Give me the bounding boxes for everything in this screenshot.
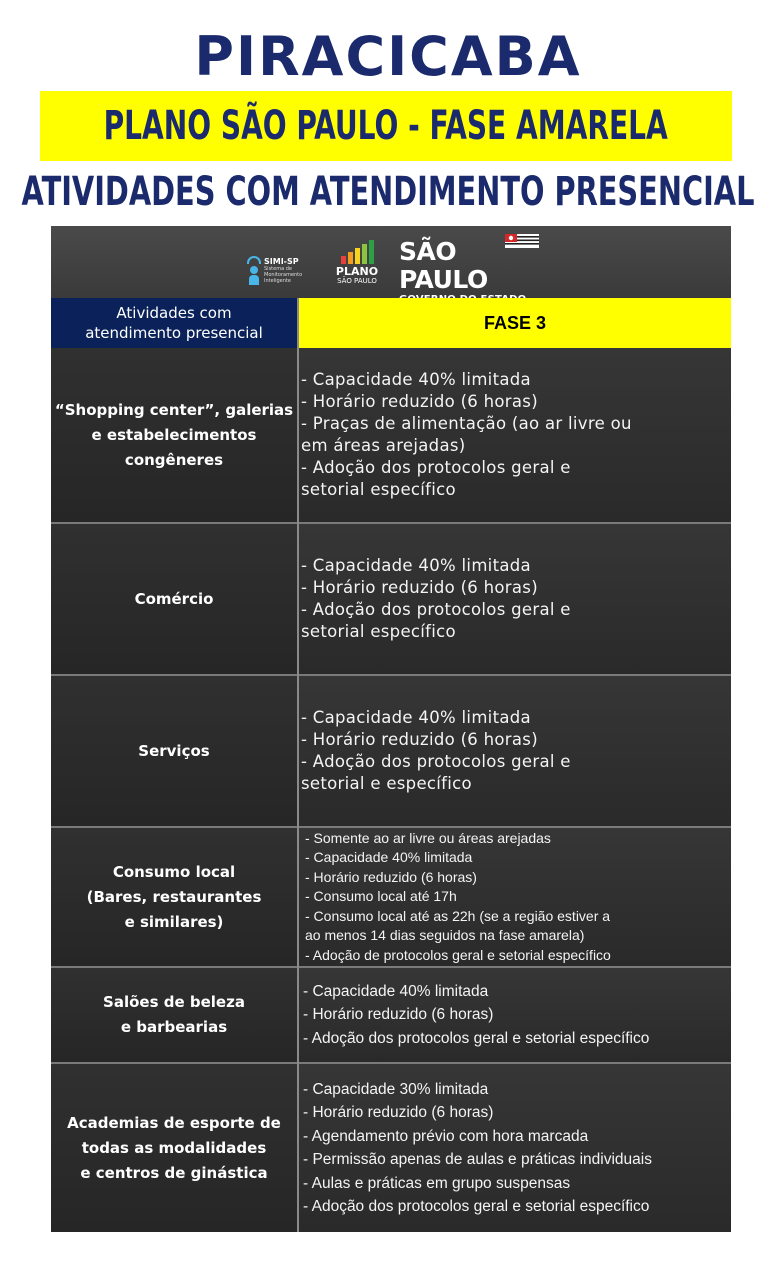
column-header-activities (51, 298, 297, 348)
rule-line: - Consumo local até 17h (305, 888, 457, 905)
plano-text: PLANO (335, 265, 379, 278)
logo-bar (51, 226, 731, 298)
table-row (51, 348, 731, 522)
column-header-activities-line1: Atividades com (116, 304, 232, 322)
rule-line: - Capacidade 40% limitada (301, 370, 531, 389)
activity-line: Consumo local (112, 862, 236, 881)
sp-logo-title: SÃO PAULO (399, 237, 488, 294)
rule-line: - Adoção dos protocolos geral e setorial específico (303, 1029, 650, 1047)
monitoring-person-icon (247, 256, 261, 286)
table-row (51, 1064, 731, 1232)
rule-line: - Horário reduzido (6 horas) (303, 1104, 494, 1121)
rule-line: setorial específico (301, 480, 456, 499)
rule-line: - Capacidade 40% limitada (301, 708, 531, 727)
activity-cell (51, 524, 297, 674)
activity-line: “Shopping center”, galerias (54, 400, 294, 419)
rule-line: - Permissão apenas de aulas e práticas individuais (303, 1151, 652, 1168)
activity-cell (51, 968, 297, 1062)
activity-cell (51, 1064, 297, 1232)
rule-line: - Capacidade 40% limitada (303, 982, 489, 1000)
simi-name: SIMI-SP (264, 257, 299, 266)
rule-line: setorial específico (301, 622, 456, 641)
activity-line: e barbearias (120, 1018, 228, 1036)
column-divider (297, 298, 299, 1232)
table-row (51, 828, 731, 966)
rule-line: - Adoção dos protocolos geral e setorial específico (303, 1198, 650, 1215)
activity-line: congêneres (124, 450, 224, 469)
sp-flag-icon (505, 234, 539, 248)
rule-line: - Somente ao ar livre ou áreas arejadas (305, 829, 551, 846)
rule-line: - Adoção dos protocolos geral e (301, 752, 571, 771)
subtitle-banner (0, 166, 776, 218)
rule-line: - Horário reduzido (6 horas) (301, 392, 538, 411)
rules-cell (299, 676, 731, 826)
activity-cell (51, 348, 297, 522)
rules-cell (299, 968, 731, 1062)
plan-title: PLANO SÃO PAULO - FASE AMARELA (103, 103, 669, 149)
activity-line: Comércio (134, 589, 214, 608)
rules-cell (299, 524, 731, 674)
rule-line: - Adoção dos protocolos geral e (301, 458, 571, 477)
rule-line: - Horário reduzido (6 horas) (301, 730, 538, 749)
activity-line: e centros de ginástica (80, 1163, 268, 1182)
rule-line: - Agendamento prévio com hora marcada (303, 1127, 589, 1145)
rules-table (51, 226, 731, 1232)
rule-line: - Horário reduzido (6 horas) (303, 1006, 494, 1024)
activity-cell (51, 676, 297, 826)
activity-line: Academias de esporte de (67, 1113, 281, 1132)
rule-line: - Adoção de protocolos geral e setorial específico (305, 946, 611, 963)
table-row (51, 676, 731, 826)
plano-sp-text: SÃO PAULO (337, 277, 377, 285)
subtitle: ATIVIDADES COM ATENDIMENTO PRESENCIAL (21, 169, 755, 215)
rule-line: - Capacidade 40% limitada (305, 849, 473, 866)
activity-line: Salões de beleza (103, 993, 245, 1011)
rule-line: - Horário reduzido (6 horas) (305, 868, 477, 885)
rules-cell (299, 348, 731, 522)
table-row (51, 524, 731, 674)
governo-sp-logo (399, 238, 549, 306)
rule-line: setorial e específico (301, 774, 472, 793)
column-header-phase: FASE 3 (299, 298, 731, 348)
rule-line: - Capacidade 30% limitada (303, 1080, 489, 1098)
rule-line: - Adoção dos protocolos geral e (301, 600, 571, 619)
plan-banner (40, 91, 732, 161)
rule-line: ao menos 14 dias seguidos na fase amarela) (305, 927, 585, 944)
table-row (51, 968, 731, 1062)
simi-desc-1: Sistema de (264, 266, 292, 272)
activity-line: (Bares, restaurantes (86, 887, 262, 906)
simi-sp-logo (247, 256, 302, 286)
activity-line: e estabelecimentos (91, 425, 257, 444)
activity-line: e similares) (124, 912, 224, 931)
rule-line: - Consumo local até as 22h (se a região estiver a (305, 907, 611, 924)
activity-cell (51, 828, 297, 966)
plano-sp-logo (333, 240, 381, 285)
activity-line: Serviços (138, 741, 210, 760)
rule-line: - Horário reduzido (6 horas) (301, 578, 538, 597)
rules-cell (299, 828, 731, 966)
simi-desc-2: Monitoramento (264, 272, 303, 278)
rule-line: - Aulas e práticas em grupo suspensas (303, 1174, 571, 1192)
rules-cell (299, 1064, 731, 1232)
bar-chart-icon (333, 240, 381, 264)
rule-line: - Praças de alimentação (ao ar livre ou (301, 414, 632, 433)
rule-line: - Capacidade 40% limitada (301, 556, 531, 575)
simi-desc-3: Inteligente (264, 278, 291, 284)
page-title-city: PIRACICABA (194, 25, 582, 88)
activity-line: todas as modalidades (81, 1138, 267, 1157)
column-header-activities-line2: atendimento presencial (85, 324, 263, 342)
rule-line: em áreas arejadas) (301, 436, 466, 455)
